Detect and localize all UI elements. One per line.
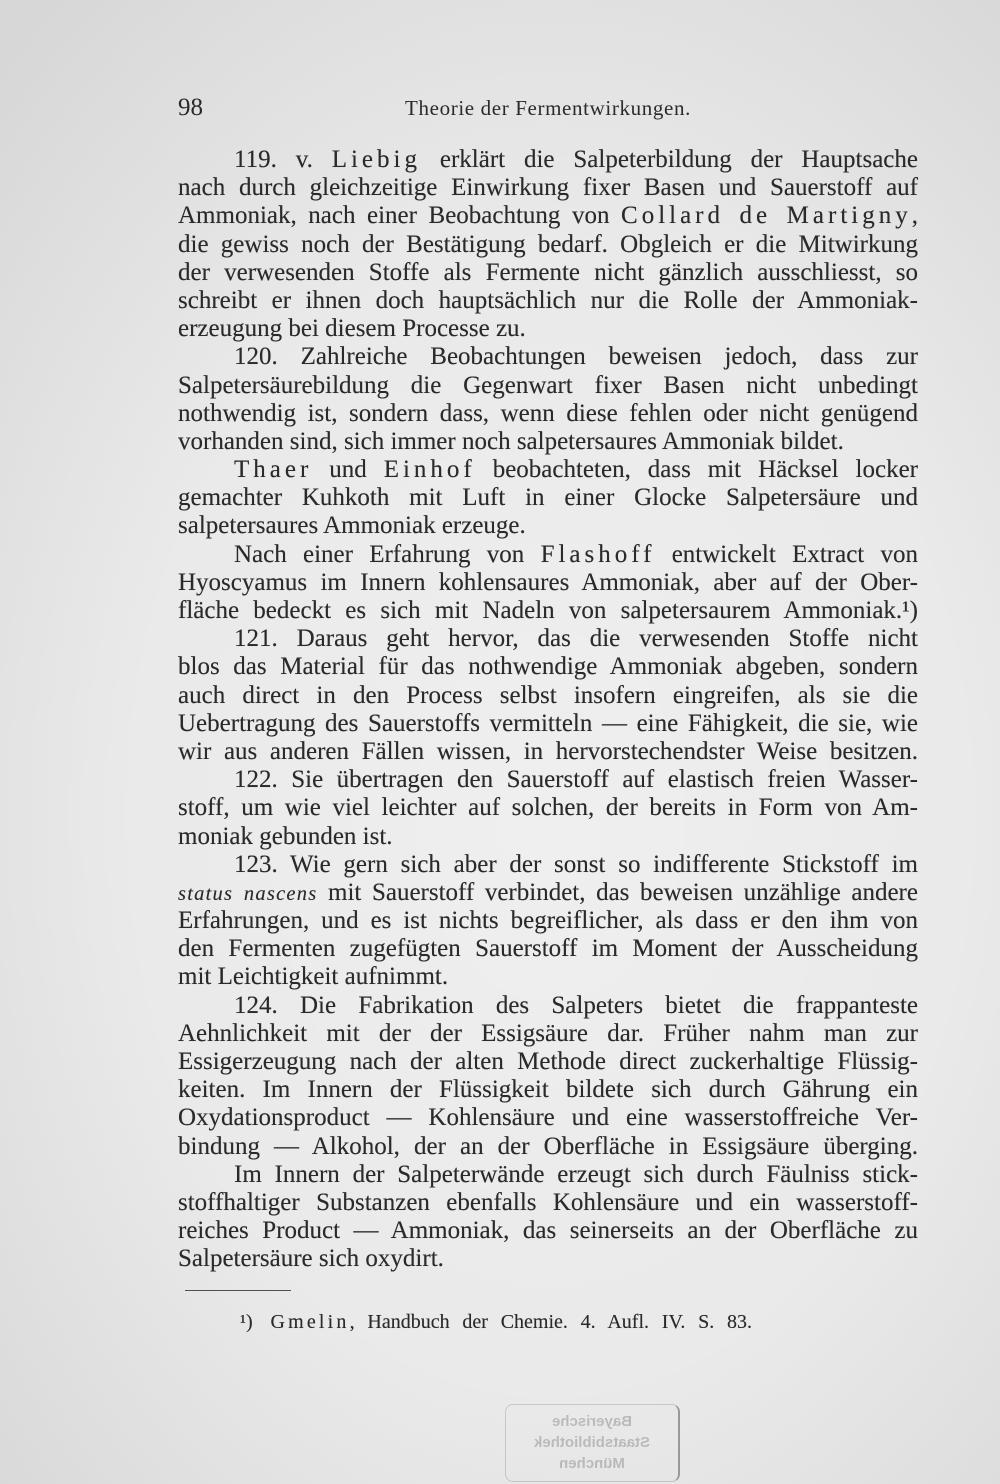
spaced-name: Liebig	[331, 146, 421, 173]
text-line: Oxydationsproduct — Kohlensäure und eine wasserstoffreiche Ver-	[178, 1104, 918, 1132]
text-segment: ,	[911, 202, 918, 230]
text-line: Essigerzeugung nach der alten Methode direct zuckerhaltige Flüssig-	[178, 1048, 918, 1075]
text-line: nothwendig ist, sondern dass, wenn diese fehlen oder nicht genügend	[178, 399, 918, 427]
text-segment: und	[312, 456, 384, 484]
text-line: Aehnlichkeit mit der der Essigsäure dar. Früher nahm man zur	[178, 1019, 918, 1047]
paragraph	[178, 456, 918, 541]
text-line: nach durch gleichzeitige Einwirkung fixer Basen und Sauerstoff auf	[178, 174, 918, 202]
text-line	[178, 202, 918, 230]
text-segment: 119. v.	[234, 146, 332, 173]
stamp-text-line: München	[559, 1455, 625, 1472]
text-line: Uebertragung des Sauerstoffs vermitteln — eine Fähigkeit, die sie, wie	[178, 709, 918, 737]
text-line	[178, 879, 918, 907]
paragraph	[178, 851, 918, 992]
text-segment: entwickelt Extract von	[655, 540, 918, 568]
paragraph	[178, 992, 918, 1161]
paragraph	[178, 625, 918, 766]
paragraph	[178, 1161, 918, 1274]
text-line: auch direct in den Process selbst insofern eingreifen, als sie die	[178, 681, 918, 709]
spaced-name: Flashoff	[540, 540, 656, 568]
body-text	[178, 146, 918, 1274]
text-line: mit Leichtigkeit aufnimmt.	[178, 963, 449, 991]
text-line: 122. Sie übertragen den Sauerstoff auf elastisch freien Wasser-	[234, 766, 918, 794]
text-line	[178, 456, 918, 484]
spaced-name: Thaer	[234, 456, 313, 484]
text-line: schreibt er ihnen doch hauptsächlich nur die Rolle der Ammoniak-	[178, 286, 918, 314]
text-segment: , Handbuch der Chemie. 4. Aufl. IV. S. 83.	[349, 1311, 752, 1333]
page-header	[178, 94, 918, 122]
spaced-name: Collard de Martigny	[621, 202, 912, 230]
text-line: salpetersaures Ammoniak erzeuge.	[178, 512, 526, 540]
text-line: reiches Product — Ammoniak, das seinerseits an der Oberfläche zu	[178, 1217, 918, 1245]
text-line: die gewiss noch der Bestätigung bedarf. Obgleich er die Mitwirkung	[178, 230, 918, 258]
text-segment: erklärt die Salpeterbildung der Hauptsache	[420, 146, 918, 173]
text-line: stoff, um wie viel leichter auf solchen, der bereits in Form von Am-	[178, 794, 918, 822]
stamp-text-line: Bayerische	[551, 1413, 633, 1430]
paragraph	[178, 766, 918, 851]
text-line	[178, 541, 918, 569]
text-line: moniak gebunden ist.	[178, 822, 393, 850]
text-line: 120. Zahlreiche Beobachtungen beweisen jedoch, dass zur	[234, 343, 918, 371]
text-line: Salpetersäurebildung die Gegenwart fixer Basen nicht unbedingt	[178, 371, 918, 399]
spaced-name: Gmelin	[270, 1311, 350, 1333]
paragraph	[178, 146, 918, 343]
text-line: wir aus anderen Fällen wissen, in hervorstechendster Weise besitzen.	[178, 737, 918, 765]
text-line: blos das Material für das nothwendige Ammoniak abgeben, sondern	[178, 653, 918, 681]
footnote-marker: ¹)	[240, 1311, 253, 1333]
text-line: 124. Die Fabrikation des Salpeters bietet die frappanteste	[234, 991, 918, 1019]
running-title: Theorie der Fermentwirkungen.	[405, 96, 691, 120]
text-line: fläche bedeckt es sich mit Nadeln von salpetersaurem Ammoniak.¹)	[178, 597, 918, 624]
footnote-rule	[185, 1290, 291, 1291]
text-line: bindung — Alkohol, der an der Oberfläche in Essigsäure überging.	[178, 1132, 918, 1160]
text-line	[178, 146, 918, 174]
text-line: der verwesenden Stoffe als Fermente nicht gänzlich ausschliesst, so	[178, 258, 918, 286]
italic-term: status nascens	[178, 882, 318, 905]
text-segment: mit Sauerstoff verbindet, das beweisen unzählige andere	[317, 878, 918, 906]
text-line: Im Innern der Salpeterwände erzeugt sich durch Fäulniss stick-	[234, 1160, 918, 1188]
text-line: vorhanden sind, sich immer noch salpetersaures Ammoniak bildet.	[178, 427, 844, 455]
text-line: erzeugung bei diesem Processe zu.	[178, 315, 526, 343]
text-line: gemachter Kuhkoth mit Luft in einer Glocke Salpetersäure und	[178, 484, 918, 512]
spaced-name: Einhof	[383, 456, 476, 484]
text-line: stoffhaltiger Substanzen ebenfalls Kohlensäure und ein wasserstoff-	[178, 1188, 918, 1216]
text-line: Erfahrungen, und es ist nichts begreiflicher, als dass er den ihm von	[178, 907, 918, 935]
text-line: den Fermenten zugefügten Sauerstoff im Moment der Ausscheidung	[178, 935, 918, 963]
footnote	[240, 1309, 752, 1335]
text-segment: Ammoniak, nach einer Beobachtung von	[178, 202, 622, 230]
text-line: Hyoscyamus im Innern kohlensaures Ammoniak, aber auf der Ober-	[178, 568, 918, 596]
text-line: 123. Wie gern sich aber der sonst so indifferente Stickstoff im	[234, 850, 918, 878]
stamp-text	[514, 1411, 670, 1477]
text-line: Salpetersäure sich oxydirt.	[178, 1245, 444, 1273]
text-segment: beobachteten, dass mit Häcksel locker	[475, 456, 918, 484]
page-number: 98	[178, 94, 203, 121]
library-stamp	[505, 1404, 680, 1482]
paragraph	[178, 343, 918, 456]
paragraph	[178, 541, 918, 626]
stamp-text-line: Staatsbibliothek	[534, 1434, 650, 1451]
text-segment: Nach einer Erfahrung von	[234, 540, 541, 568]
text-line: 121. Daraus geht hervor, das die verwesenden Stoffe nicht	[234, 625, 918, 653]
text-line: keiten. Im Innern der Flüssigkeit bildete sich durch Gährung ein	[178, 1076, 918, 1104]
